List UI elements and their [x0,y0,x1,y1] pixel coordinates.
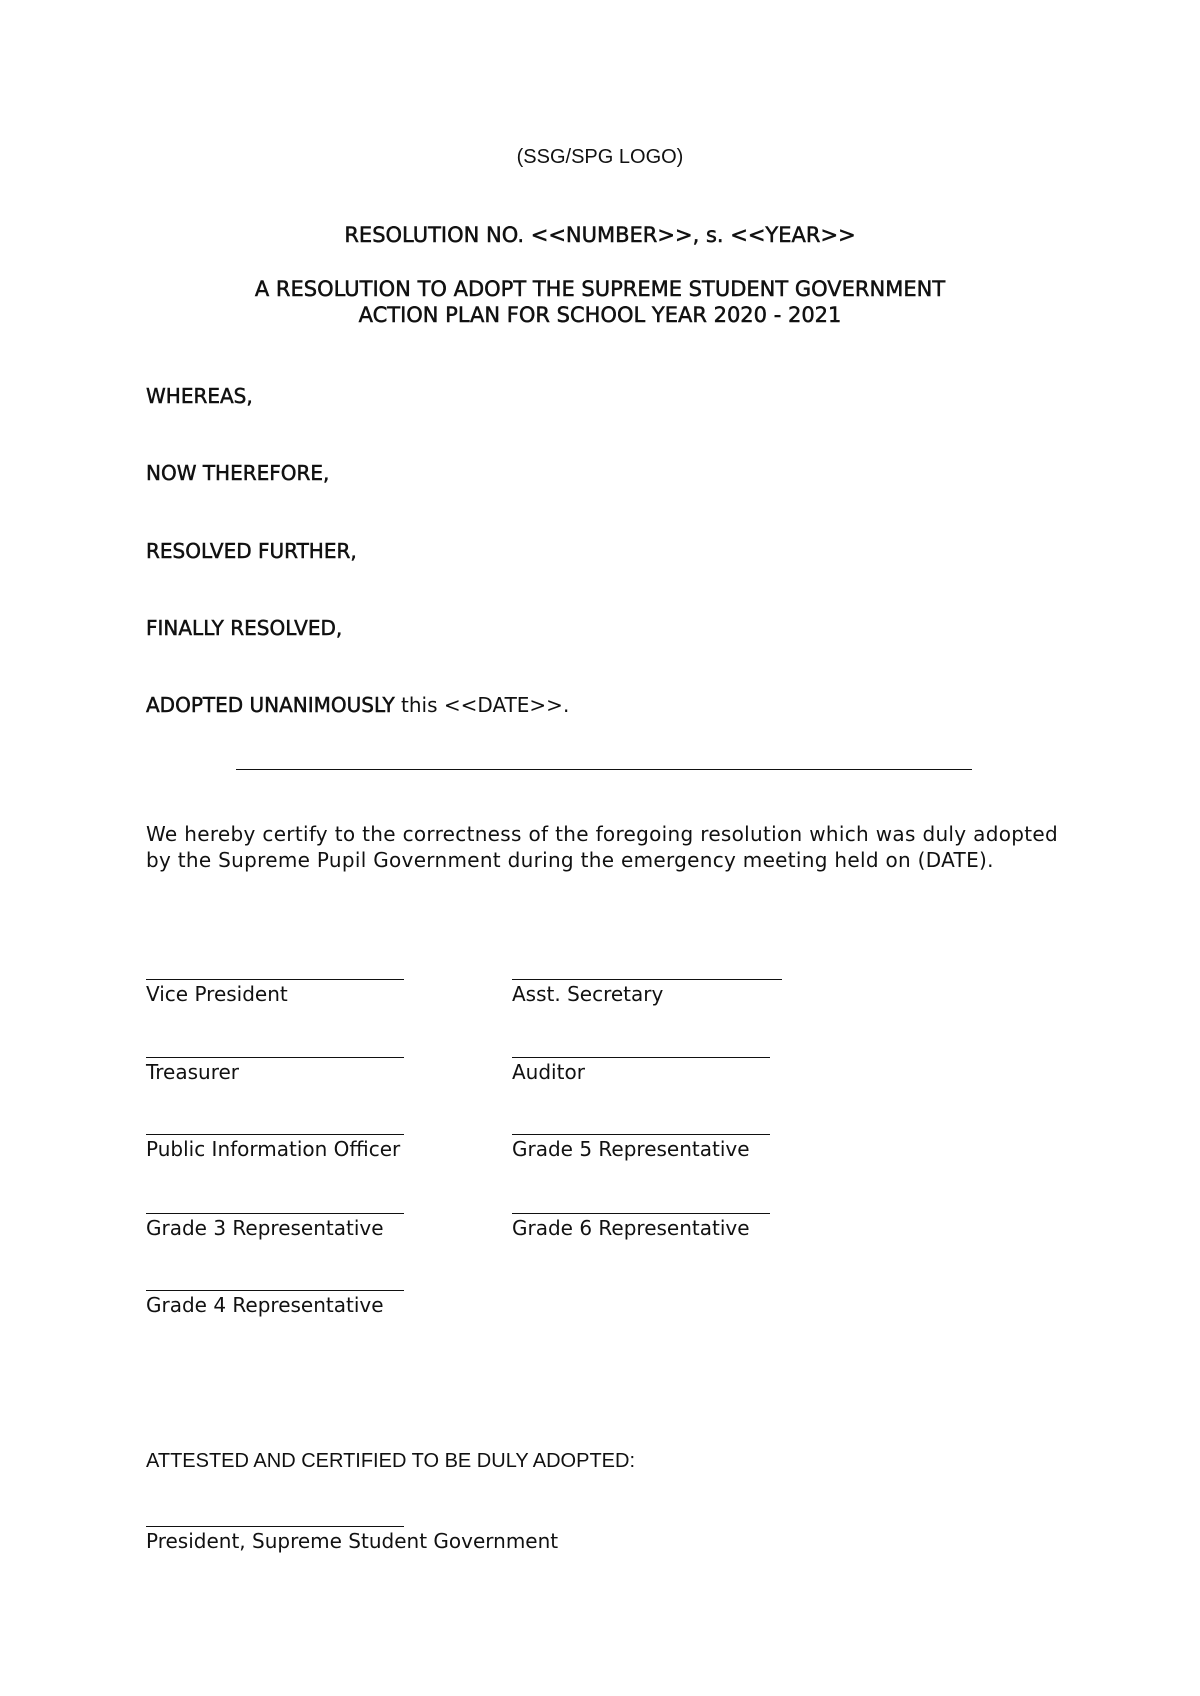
signature-grade4 [146,1290,404,1317]
signature-treasurer [146,1057,404,1084]
signature-line [512,979,782,980]
resolution-title [0,276,1200,328]
adopted-clause [146,693,569,717]
signatory-label: Auditor [512,1060,585,1084]
attestation-text: ATTESTED AND CERTIFIED TO BE DULY ADOPTED: [146,1450,635,1472]
signature-line [146,1290,404,1291]
signatory-label: Public Information Officer [146,1137,401,1161]
whereas-clause: WHEREAS, [146,384,253,408]
signature-line [512,1134,770,1135]
signatory-label: Vice President [146,982,288,1006]
signature-line [146,1134,404,1135]
adopted-date-text: this <<DATE>>. [394,693,570,717]
signature-auditor [512,1057,770,1084]
signature-line [146,1213,404,1214]
signature-grade5 [512,1134,770,1161]
signatory-label: Treasurer [146,1060,240,1084]
signature-president [146,1526,559,1553]
logo-placeholder: (SSG/SPG LOGO) [516,146,684,168]
signature-line [146,1057,404,1058]
signatory-label: Asst. Secretary [512,982,664,1006]
adopted-bold-text: ADOPTED UNANIMOUSLY [146,693,395,717]
signature-line [146,979,404,980]
signature-line [512,1057,770,1058]
resolved-further-clause: RESOLVED FURTHER, [146,539,357,563]
signature-asst-secretary [512,979,782,1006]
certification-paragraph: We hereby certify to the correctness of the foregoing resolution which was duly adopted by the Supreme Pupil Government during the emergency meeting held on (DATE). [146,822,1058,872]
now-therefore-clause: NOW THEREFORE, [146,461,330,485]
separator-line [236,769,972,770]
signature-line [512,1213,770,1214]
resolution-number: RESOLUTION NO. <<NUMBER>>, s. <<YEAR>> [344,223,856,247]
signatory-label: Grade 5 Representative [512,1137,750,1161]
signatory-label: Grade 3 Representative [146,1216,384,1240]
signature-grade6 [512,1213,770,1240]
signatory-label: President, Supreme Student Government [146,1529,559,1553]
signatory-label: Grade 6 Representative [512,1216,750,1240]
signatory-label: Grade 4 Representative [146,1293,384,1317]
signature-line [146,1526,404,1527]
signature-grade3 [146,1213,404,1240]
finally-resolved-clause: FINALLY RESOLVED, [146,616,343,640]
resolution-title-line-2: ACTION PLAN FOR SCHOOL YEAR 2020 - 2021 [358,303,842,327]
signature-vice-president [146,979,404,1006]
signature-pio [146,1134,404,1161]
resolution-title-line-1: A RESOLUTION TO ADOPT THE SUPREME STUDENT GOVERNMENT [254,277,946,301]
